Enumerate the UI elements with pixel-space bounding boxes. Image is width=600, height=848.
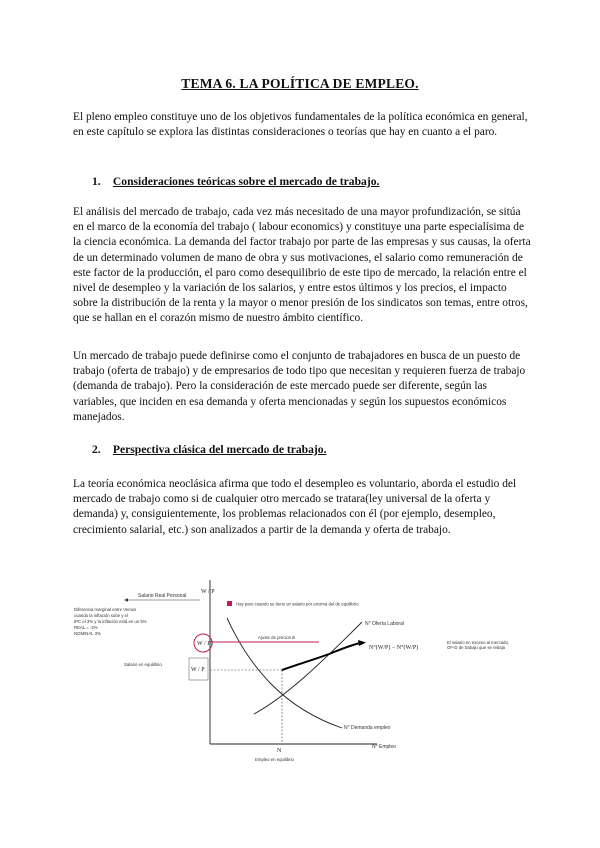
demand-label: N° Demanda empleo [344, 725, 391, 731]
gap-formula: N°(W/P) − N°(W/P) [369, 645, 419, 651]
labour-market-figure [72, 578, 532, 768]
eq-wage-symbol: W / P [191, 667, 205, 673]
gap-note-2: OF-D de trabajo que se rebaja [447, 645, 506, 650]
labour-market-diagram [72, 578, 532, 768]
supply-label: N° Oferta Laboral [365, 621, 404, 627]
intro-paragraph: El pleno empleo constituye uno de los objetivos fundamentales de la política económica en general, en este capítulo se explora las distintas consideraciones o teorías que hay en cuanto a el paro. [73, 111, 528, 139]
section-2-heading [92, 443, 326, 456]
left-note-5: NOMINAL 3% [74, 631, 101, 636]
section-1-heading [92, 175, 379, 188]
adjustment-arrowhead [358, 640, 366, 646]
legend-swatch [227, 601, 232, 606]
wp1-label: W / P1 [197, 641, 214, 647]
section-2-title: Perspectiva clásica del mercado de trabajo. [112, 443, 327, 456]
eq-wage-label: Salario en equilibrio [124, 662, 162, 667]
section-1-title: Consideraciones teóricas sobre el mercado de trabajo. [112, 175, 380, 188]
left-note-1: Diferencia marginal entre Vemos [74, 607, 137, 612]
left-note-2: cuando la inflación sube y el [74, 613, 128, 618]
page-title: TEMA 6. LA POLÍTICA DE EMPLEO. [181, 76, 419, 91]
y-axis-symbol: W / P [201, 589, 215, 595]
y-axis-label: Salario Real Personal [138, 593, 187, 599]
gap-note-1: El salario en exceso al mercado, [447, 640, 510, 645]
section-1-number: 1. [92, 175, 101, 188]
eq-employment-symbol: N [277, 748, 282, 754]
adjustment-curve [282, 643, 360, 670]
legend-text: Hay paro cuando se tiene un salario por encima del de equilibrio [236, 601, 359, 607]
eq-employment-label: Empleo en equilibrio [255, 757, 294, 762]
left-note-3: IPC el 3% y la inflación está en un 5% [74, 619, 147, 624]
section-1-paragraph-2: Un mercado de trabajo puede definirse como el conjunto de trabajadores en busca de un puesto de trabajo (oferta de trabajo) y de empresarios de todo tipo que necesitan y requieren fuerza de trabajo (demanda de trabajo). Pero la consideración de este mercado puede ser diferente, según las variables, que inciden en esa demanda y oferta mencionadas y según los supuestos económicos manejados. [73, 350, 526, 423]
excess-label: Ajuste de precios B [258, 635, 296, 640]
section-2-paragraph-1: La teoría económica neoclásica afirma que todo el desempleo es voluntario, aborda el estudio del mercado de trabajo como si de cualquier otro mercado se tratara(ley universal de la oferta y demanda) y, consiguientemente, los problemas relacionados con él (por ejemplo, desempleo, crecimiento salarial, etc.) son analizados a partir de la demanda y oferta de trabajo. [73, 478, 517, 536]
y-label-arrowhead [124, 598, 128, 602]
section-2-number: 2. [92, 443, 101, 456]
section-1-paragraph-1: El análisis del mercado de trabajo, cada vez más necesitado de una mayor profundización, se sitúa en el marco de la economía del trabajo ( labour economics) y constituye una parte especialísima de la ciencia económica. La demanda del factor trabajo por parte de las empresas y sus causas, la oferta de un determinado volumen de mano de obra y sus motivaciones, el salario como remuneración de este factor de la producción, el paro como desequilibrio de este tipo de mercado, la relación entre el nivel de desempleo y la variación de los salarios, y entre estos últimos y los precios, el impacto sobre la distribución de la renta y la mayor o menor presión de los sindicatos son temas, entre otros, que se hallan en el corazón mismo de nuestro ámbito científico. [73, 206, 531, 325]
x-axis-label: N° Empleo [372, 744, 396, 750]
left-note-4: REAL = -2% [74, 625, 98, 630]
